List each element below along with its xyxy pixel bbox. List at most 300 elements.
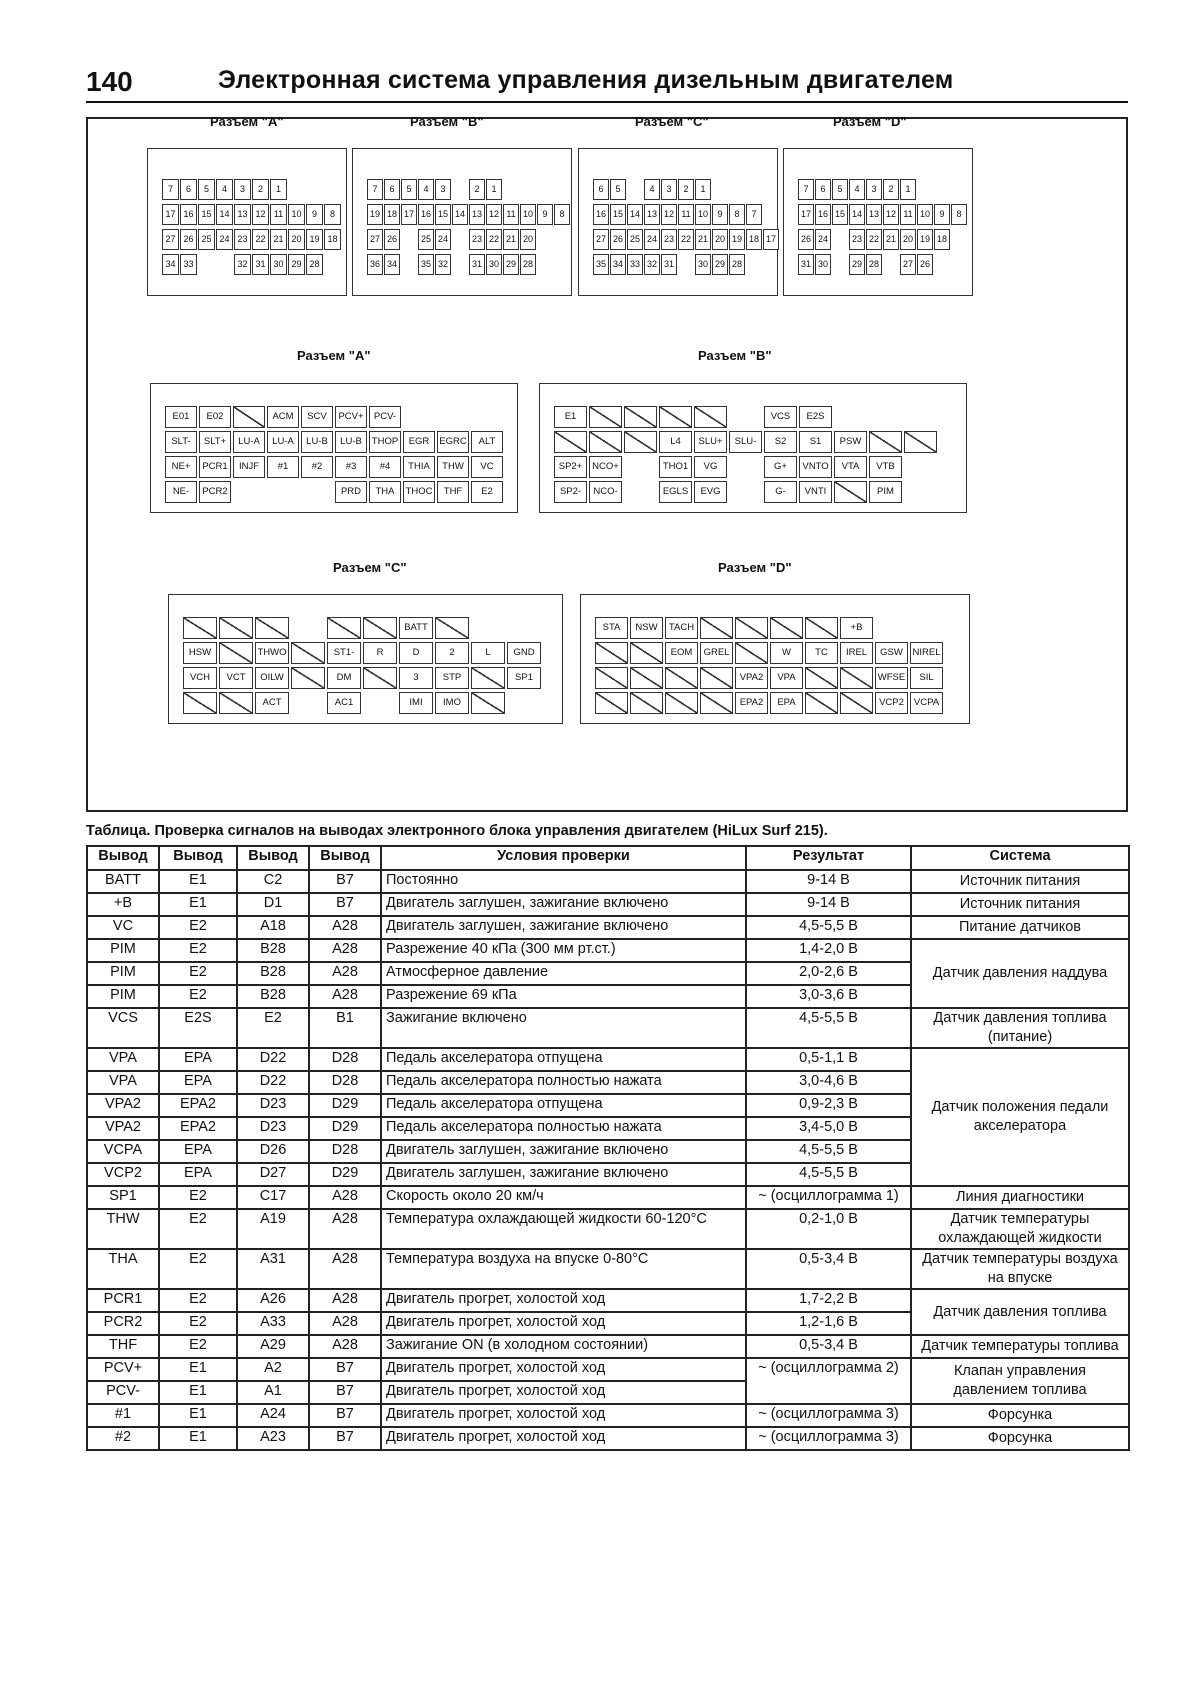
table-row [87,1427,1129,1450]
connector-pin [883,254,899,275]
connector-pin [233,406,265,428]
connector-pin: THO1 [659,456,692,478]
connector-pin [840,667,873,689]
pin-cell: E2 [159,985,237,1008]
connector-pin: 24 [216,229,233,250]
pin-row [165,406,403,428]
connector-pin: 1 [486,179,502,200]
connector-pin: 23 [469,229,485,250]
pin-cell: EPA [159,1140,237,1163]
connector-pin: 23 [661,229,677,250]
connector-pin [729,481,762,503]
result-cell: 0,5-1,1 В [746,1048,911,1071]
connector-pin: HSW [183,642,217,664]
pin-cell: A26 [237,1289,309,1312]
connector-title: Разъем "C" [635,114,709,129]
connector-pin: 34 [162,254,179,275]
pin-cell: D28 [309,1048,381,1071]
connector-pin: 18 [384,204,400,225]
system-cell: Датчик давления топлива [911,1289,1129,1335]
pin-cell: B7 [309,893,381,916]
result-cell: ~ (осциллограмма 1) [746,1186,911,1209]
connector-pin: 21 [695,229,711,250]
connector-pin: G- [764,481,797,503]
connector-pin: 6 [815,179,831,200]
pin-cell: EPA [159,1048,237,1071]
pin-cell: E2 [159,916,237,939]
condition-cell: Двигатель прогрет, холостой ход [381,1358,746,1381]
pin-cell: E1 [159,1381,237,1404]
connector-pin: EVG [694,481,727,503]
pin-cell: D29 [309,1117,381,1140]
connector-pin [435,617,469,639]
connector-pin: 30 [815,254,831,275]
connector-pin: EOM [665,642,698,664]
pin-row [162,204,342,225]
connector-pin: 1 [900,179,916,200]
pin-cell: D22 [237,1071,309,1094]
connector-pin [183,617,217,639]
result-cell: 2,0-2,6 В [746,962,911,985]
pin-cell: BATT [87,870,159,893]
connector-pin: 10 [520,204,536,225]
connector-pin: 10 [288,204,305,225]
connector-pin: 16 [180,204,197,225]
system-cell: Датчик температуры топлива [911,1335,1129,1358]
column-header: Условия проверки [381,846,746,870]
connector-pin [729,406,762,428]
pin-cell: EPA2 [159,1094,237,1117]
column-header: Система [911,846,1129,870]
system-cell: Форсунка [911,1427,1129,1450]
connector-pin: WFSE [875,667,908,689]
pin-cell: E1 [159,1427,237,1450]
connector-pin: 11 [270,204,287,225]
condition-cell: Двигатель прогрет, холостой ход [381,1427,746,1450]
pin-cell: B7 [309,1358,381,1381]
connector-pin [219,692,253,714]
pin-row [183,692,507,714]
connector-pin: IMI [399,692,433,714]
connector-pin: E1 [554,406,587,428]
connector-pin [678,254,694,275]
connector-pin: LU-A [233,431,265,453]
connector-pin: 30 [695,254,711,275]
pin-cell: B28 [237,939,309,962]
connector-pin: 5 [832,179,848,200]
connector-pin [832,254,848,275]
pin-row [367,229,537,250]
connector-pin: SLT+ [199,431,231,453]
connector-pin: 29 [712,254,728,275]
pin-cell: VPA [87,1071,159,1094]
table-header-row [87,846,1129,870]
connector-pin: SP2- [554,481,587,503]
connector-pin: GND [507,642,541,664]
connector-title: Разъем "D" [718,560,792,575]
pin-cell: E2 [159,1335,237,1358]
pin-cell: VPA2 [87,1094,159,1117]
pin-cell: A28 [309,916,381,939]
system-cell: Линия диагностики [911,1186,1129,1209]
condition-cell: Двигатель заглушен, зажигание включено [381,916,746,939]
connector-pin: 22 [678,229,694,250]
pin-cell: PCV+ [87,1358,159,1381]
result-cell: 9-14 В [746,893,911,916]
connector-title: Разъем "B" [698,348,772,363]
pin-row [165,431,505,453]
page-header [86,66,1126,100]
connector-pin [624,456,657,478]
pin-cell: #2 [87,1427,159,1450]
connector-pin: 7 [798,179,814,200]
connector-pin: 5 [401,179,417,200]
connector-pin: PCV+ [335,406,367,428]
connector-pin: NE+ [165,456,197,478]
connector-pin: 28 [520,254,536,275]
pin-row [367,179,503,200]
connector-title: Разъем "D" [833,114,907,129]
connector-pin [219,642,253,664]
connector-pin: 2 [252,179,269,200]
connector-pin: 13 [644,204,660,225]
condition-cell: Двигатель заглушен, зажигание включено [381,1140,746,1163]
connector-pin: NIREL [910,642,943,664]
connector-pin: SLU- [729,431,762,453]
connector-pin: 6 [593,179,609,200]
condition-cell: Температура воздуха на впуске 0-80°С [381,1249,746,1289]
pin-cell: D23 [237,1117,309,1140]
connector-pin: NCO+ [589,456,622,478]
connector-pin: L4 [659,431,692,453]
result-cell: 0,9-2,3 В [746,1094,911,1117]
connector-pin [735,617,768,639]
pin-cell: C2 [237,870,309,893]
connector-pin: 29 [849,254,865,275]
pin-cell: A28 [309,985,381,1008]
connector-pin: E01 [165,406,197,428]
connector-pin: 31 [469,254,485,275]
table-body [87,870,1129,1450]
connector-pin: 8 [554,204,570,225]
connector-pin: G+ [764,456,797,478]
pin-cell: D28 [309,1140,381,1163]
pin-cell: E2S [159,1008,237,1048]
connector-pin: 3 [866,179,882,200]
connector-pin: #3 [335,456,367,478]
connector-pin: NSW [630,617,663,639]
pin-row [798,179,917,200]
connector-pin: 5 [610,179,626,200]
connector-pin: 31 [252,254,269,275]
pin-row [162,179,288,200]
connector-pin: 7 [746,204,762,225]
connector-pin: 21 [270,229,287,250]
connector-pin: 15 [832,204,848,225]
connector-pin [805,667,838,689]
connector-pin: 32 [644,254,660,275]
connector-pin: 26 [180,229,197,250]
system-cell: Датчик температуры охлаждающей жидкости [911,1209,1129,1249]
pin-cell: D22 [237,1048,309,1071]
connector-pin: 18 [324,229,341,250]
connector-pin: 27 [593,229,609,250]
condition-cell: Двигатель прогрет, холостой ход [381,1312,746,1335]
connector-pin: 26 [917,254,933,275]
result-cell: 4,5-5,5 В [746,916,911,939]
connector-pin [554,431,587,453]
connector-pin: GREL [700,642,733,664]
connector-pin: SP2+ [554,456,587,478]
connector-pin [401,229,417,250]
connector-pin [624,481,657,503]
numbered-connector [783,148,973,296]
connector-pin: 14 [216,204,233,225]
connector-pin: 12 [486,204,502,225]
connector-pin [219,617,253,639]
connector-pin [452,254,468,275]
connector-pin: VPA2 [735,667,768,689]
connector-pin: 15 [610,204,626,225]
connector-pin: THA [369,481,401,503]
pin-row [165,481,505,503]
connector-pin: 21 [883,229,899,250]
pin-cell: +B [87,893,159,916]
table-row [87,1209,1129,1249]
connector-pin: 34 [384,254,400,275]
connector-pin: 23 [849,229,865,250]
connector-pin [770,617,803,639]
connector-pin: 9 [934,204,950,225]
connector-pin: W [770,642,803,664]
connector-pin: 33 [627,254,643,275]
connector-pin [216,254,233,275]
table-row [87,1048,1129,1071]
connector-pin: R [363,642,397,664]
connector-pin: THWO [255,642,289,664]
connector-pin: PSW [834,431,867,453]
connector-pin: 15 [435,204,451,225]
pin-cell: D29 [309,1094,381,1117]
connector-pin: 29 [288,254,305,275]
condition-cell: Постоянно [381,870,746,893]
connector-pin: 30 [486,254,502,275]
connector-pin: 20 [712,229,728,250]
connector-pin: STP [435,667,469,689]
pin-cell: A28 [309,962,381,985]
connector-pin [700,617,733,639]
connector-pin: 21 [503,229,519,250]
connector-pin: STA [595,617,628,639]
connector-pin: VCPA [910,692,943,714]
connector-pin: 4 [849,179,865,200]
connector-pin: 2 [435,642,469,664]
pin-cell: D29 [309,1163,381,1186]
table-row [87,1249,1129,1289]
pin-cell: PCV- [87,1381,159,1404]
connector-pin: GSW [875,642,908,664]
connector-pin: 3 [661,179,677,200]
connector-pin: VNTI [799,481,832,503]
pin-cell: PIM [87,962,159,985]
connector-pin: ACM [267,406,299,428]
system-cell: Источник питания [911,893,1129,916]
connector-pin: 26 [798,229,814,250]
connector-pin: 4 [216,179,233,200]
connector-title: Разъем "A" [210,114,284,129]
connector-pin: PCR2 [199,481,231,503]
labelled-connector [150,383,518,513]
connector-pin: 16 [418,204,434,225]
connector-pin: 16 [593,204,609,225]
connector-pin [805,692,838,714]
result-cell: 3,0-4,6 В [746,1071,911,1094]
connector-pin: 26 [384,229,400,250]
connector-pin [291,617,325,639]
condition-cell: Скорость около 20 км/ч [381,1186,746,1209]
connector-pin [471,667,505,689]
pin-row [593,229,780,250]
connector-pin: DM [327,667,361,689]
connector-pin [363,617,397,639]
pin-cell: PIM [87,985,159,1008]
pin-cell: E2 [159,1209,237,1249]
connector-pin: 18 [746,229,762,250]
condition-cell: Педаль акселератора отпущена [381,1048,746,1071]
pin-cell: E1 [159,1404,237,1427]
result-cell: 4,5-5,5 В [746,1140,911,1163]
connector-pin: AC1 [327,692,361,714]
connector-pin: 3 [435,179,451,200]
pin-cell: B28 [237,985,309,1008]
connector-pin: THW [437,456,469,478]
pin-cell: #1 [87,1404,159,1427]
pin-cell: E2 [159,1249,237,1289]
connector-pin: 14 [452,204,468,225]
pin-cell: THW [87,1209,159,1249]
connector-pin: 1 [695,179,711,200]
connector-pin: 31 [661,254,677,275]
pin-row [554,481,904,503]
pin-cell: A18 [237,916,309,939]
connector-pin: 12 [883,204,899,225]
pin-cell: A28 [309,1289,381,1312]
connector-pin [630,667,663,689]
connector-pin [627,179,643,200]
connector-pin: BATT [399,617,433,639]
pin-cell: B7 [309,1404,381,1427]
connector-pin: E2S [799,406,832,428]
connector-pin [624,406,657,428]
result-cell: 9-14 В [746,870,911,893]
table-caption: Таблица. Проверка сигналов на выводах электронного блока управления двигателем (HiLux Surf 215). [86,823,828,839]
connector-pin: #1 [267,456,299,478]
connector-pin: 12 [661,204,677,225]
pin-row [183,642,543,664]
connector-pin [729,456,762,478]
connector-pin: IREL [840,642,873,664]
pin-cell: B7 [309,1381,381,1404]
connector-pin: VC [471,456,503,478]
connector-pin: 8 [729,204,745,225]
connector-pin [452,179,468,200]
connector-pin: 10 [917,204,933,225]
connector-pin: THOP [369,431,401,453]
pin-row [183,617,471,639]
pin-row [595,642,945,664]
pin-cell: VCP2 [87,1163,159,1186]
connector-pin: VPA [770,667,803,689]
result-cell: 1,2-1,6 В [746,1312,911,1335]
system-cell: Источник питания [911,870,1129,893]
connector-pin [363,692,397,714]
connector-pin: +B [840,617,873,639]
connector-pin: #4 [369,456,401,478]
pin-row [595,667,945,689]
page-title: Электронная система управления дизельным двигателем [218,66,954,94]
table-row [87,1289,1129,1312]
connector-pin: NCO- [589,481,622,503]
connector-pin: INJF [233,456,265,478]
connector-pin: 13 [866,204,882,225]
connector-title: Разъем "B" [410,114,484,129]
condition-cell: Педаль акселератора полностью нажата [381,1117,746,1140]
connector-pin [665,667,698,689]
connector-pin: 1 [270,179,287,200]
connector-pin: 6 [180,179,197,200]
pin-cell: THA [87,1249,159,1289]
connector-pin: 10 [695,204,711,225]
pin-row [183,667,543,689]
pin-cell: B1 [309,1008,381,1048]
connector-pin: 31 [798,254,814,275]
system-cell: Клапан управления давлением топлива [911,1358,1129,1404]
pin-row [162,229,342,250]
table-row [87,916,1129,939]
connector-pin: 3 [399,667,433,689]
connector-pin: 26 [610,229,626,250]
table-row [87,1404,1129,1427]
pin-cell: VC [87,916,159,939]
result-cell: 3,4-5,0 В [746,1117,911,1140]
result-cell: 4,5-5,5 В [746,1008,911,1048]
connector-title: Разъем "C" [333,560,407,575]
system-cell: Датчик температуры воздуха на впуске [911,1249,1129,1289]
pin-cell: A24 [237,1404,309,1427]
page-number: 140 [86,66,133,97]
pin-row [593,204,763,225]
connector-pin: VTB [869,456,902,478]
connector-pin [700,667,733,689]
connector-pin: PRD [335,481,367,503]
pin-row [798,229,951,250]
pin-cell: D1 [237,893,309,916]
condition-cell: Двигатель прогрет, холостой ход [381,1381,746,1404]
connector-pin: SLT- [165,431,197,453]
condition-cell: Разрежение 69 кПа [381,985,746,1008]
connector-pin [291,667,325,689]
connector-pin: 20 [900,229,916,250]
column-header: Результат [746,846,911,870]
connector-pin: 3 [234,179,251,200]
pin-row [798,254,934,275]
connector-pin: 29 [503,254,519,275]
table-row [87,1008,1129,1048]
connector-pin: IMO [435,692,469,714]
connector-pin: 13 [469,204,485,225]
connector-pin [630,692,663,714]
condition-cell: Педаль акселератора полностью нажата [381,1071,746,1094]
